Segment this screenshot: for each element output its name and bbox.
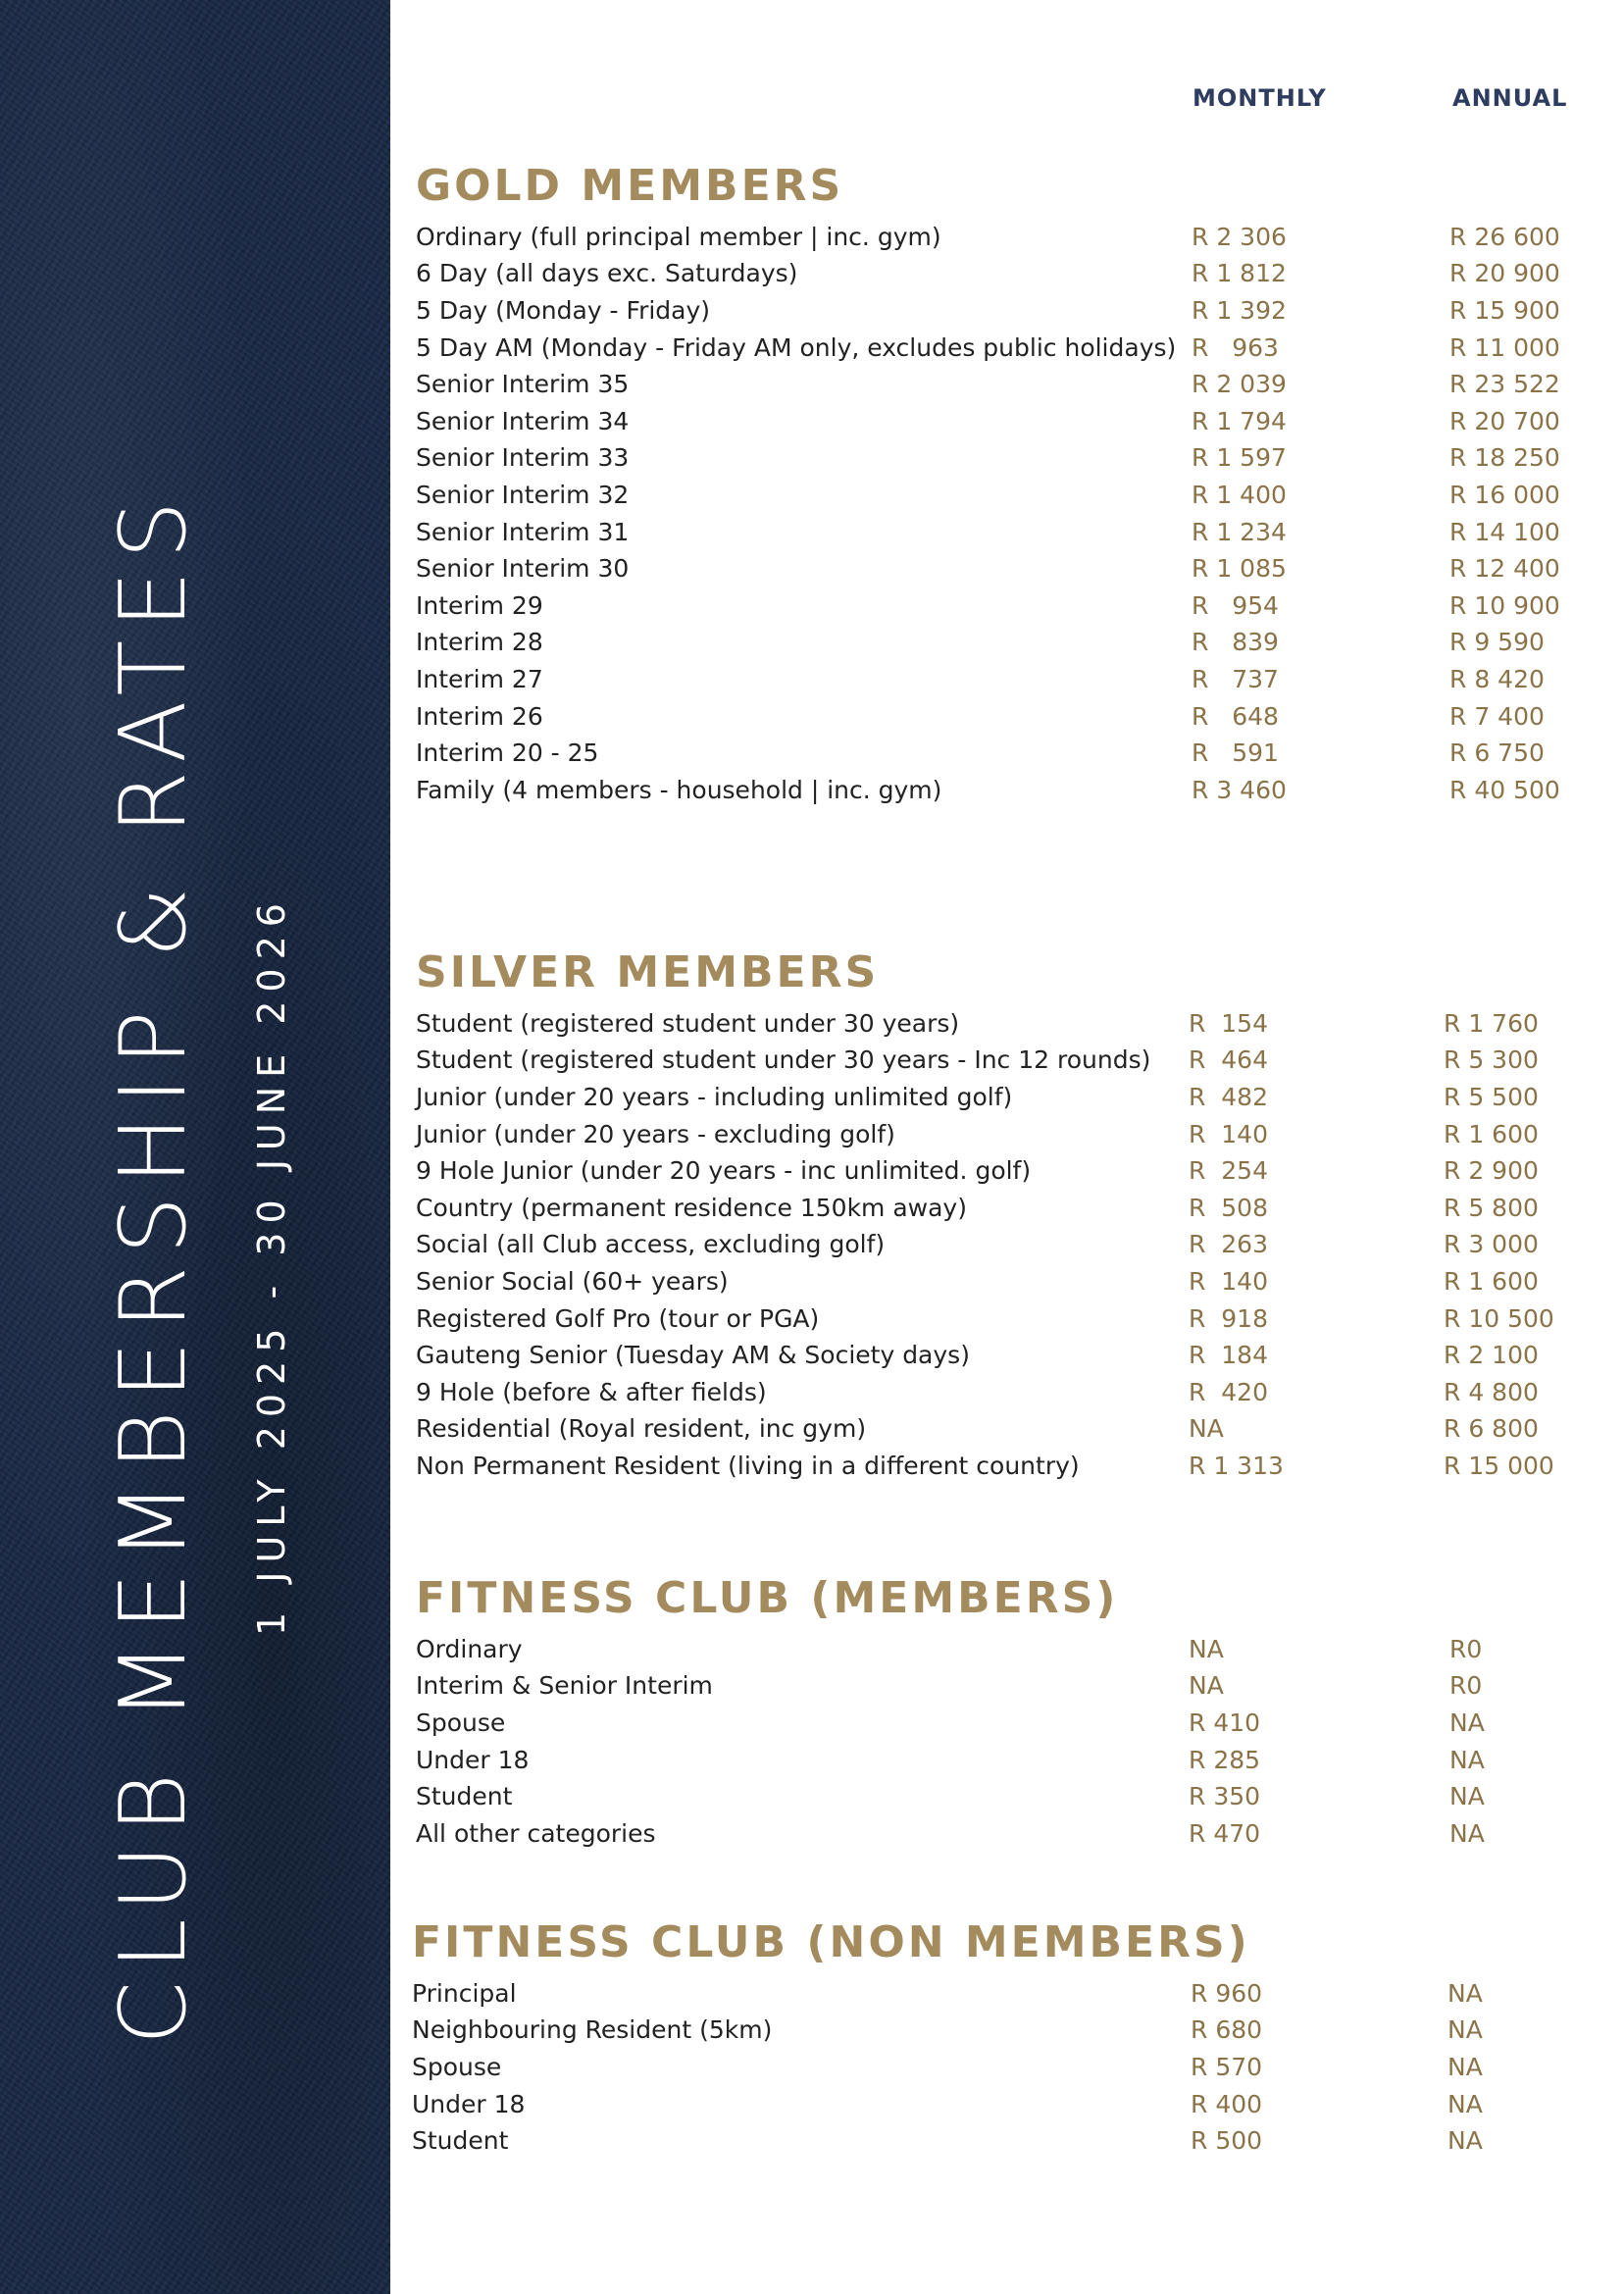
membership-category: Spouse	[412, 2052, 502, 2081]
monthly-rate: R 2 306	[1192, 222, 1287, 251]
section-title: GOLD MEMBERS	[416, 161, 844, 211]
rate-row	[412, 2122, 1569, 2160]
annual-rate: R 15 900	[1449, 295, 1560, 325]
membership-category: 5 Day AM (Monday - Friday AM only, excludes public holidays)	[416, 332, 1177, 362]
monthly-rate: R 954	[1192, 590, 1279, 620]
annual-rate: R 5 300	[1444, 1045, 1539, 1075]
membership-category: Spouse	[416, 1708, 506, 1737]
annual-rate: R 14 100	[1449, 517, 1560, 546]
annual-rate: R 10 500	[1444, 1303, 1554, 1333]
annual-rate: NA	[1449, 1708, 1485, 1737]
annual-rate: R 11 000	[1449, 332, 1560, 362]
annual-rate: R 20 700	[1449, 406, 1560, 435]
annual-rate: R 10 900	[1449, 590, 1560, 620]
annual-rate: NA	[1447, 2052, 1483, 2081]
membership-category: Interim & Senior Interim	[416, 1671, 713, 1701]
annual-rate: R 2 100	[1444, 1341, 1539, 1370]
rate-list	[416, 1005, 1573, 1485]
monthly-rate: R 737	[1192, 664, 1279, 693]
monthly-rate: R 140	[1189, 1119, 1268, 1148]
annual-rate: R 23 522	[1449, 370, 1560, 399]
membership-category: Ordinary (full principal member | inc. gym)	[416, 222, 941, 251]
annual-rate: R 15 000	[1444, 1451, 1554, 1480]
rate-row	[416, 550, 1573, 587]
monthly-rate: R 420	[1189, 1377, 1268, 1406]
membership-category: Under 18	[416, 1745, 530, 1774]
rate-row	[416, 1631, 1573, 1668]
membership-category: Registered Golf Pro (tour or PGA)	[416, 1303, 820, 1333]
rate-row	[416, 1226, 1573, 1263]
rate-row	[416, 1079, 1573, 1116]
section-title: FITNESS CLUB (NON MEMBERS)	[412, 1917, 1250, 1967]
monthly-rate: R 1 812	[1192, 259, 1287, 288]
membership-category: 9 Hole (before & after fields)	[416, 1377, 767, 1406]
monthly-rate: R 918	[1189, 1303, 1268, 1333]
annual-rate: R 20 900	[1449, 259, 1560, 288]
annual-rate: R 1 600	[1444, 1266, 1539, 1296]
rate-row	[416, 1448, 1573, 1485]
rate-row	[416, 1778, 1573, 1815]
monthly-rate: R 140	[1189, 1266, 1268, 1296]
annual-rate: R 40 500	[1449, 775, 1560, 804]
monthly-rate: R 154	[1189, 1008, 1268, 1038]
membership-category: Family (4 members - household | inc. gym)	[416, 775, 942, 804]
rate-row	[416, 1300, 1573, 1338]
membership-category: Student	[412, 2126, 509, 2156]
rate-row	[416, 477, 1573, 514]
membership-category: Senior Interim 31	[416, 517, 630, 546]
membership-category: Social (all Club access, excluding golf)	[416, 1230, 886, 1259]
membership-category: Interim 29	[416, 590, 543, 620]
membership-category: Senior Interim 35	[416, 370, 630, 399]
membership-category: Student (registered student under 30 years - Inc 12 rounds)	[416, 1045, 1151, 1075]
monthly-rate: R 570	[1191, 2052, 1263, 2081]
rate-row	[416, 587, 1573, 625]
monthly-rate: R 963	[1192, 332, 1279, 362]
membership-category: Interim 20 - 25	[416, 739, 599, 768]
annual-rate: NA	[1449, 1782, 1485, 1811]
monthly-rate: R 482	[1189, 1082, 1268, 1111]
membership-category: Interim 26	[416, 701, 543, 731]
monthly-rate: R 508	[1189, 1193, 1268, 1222]
rate-row	[416, 292, 1573, 330]
annual-rate: R 1 760	[1444, 1008, 1539, 1038]
rate-row	[412, 2049, 1569, 2086]
membership-category: Neighbouring Resident (5km)	[412, 2015, 773, 2045]
monthly-rate: R 680	[1191, 2015, 1263, 2045]
fitness-members-section	[416, 1573, 1573, 1852]
monthly-rate: R 400	[1191, 2089, 1263, 2118]
membership-category: 5 Day (Monday - Friday)	[416, 295, 711, 325]
monthly-rate: R 1 313	[1189, 1451, 1284, 1480]
monthly-rate: NA	[1189, 1634, 1224, 1663]
rate-row	[416, 735, 1573, 772]
monthly-rate: R 464	[1189, 1045, 1268, 1075]
monthly-rate: R 591	[1192, 739, 1279, 768]
membership-category: Senior Interim 34	[416, 406, 630, 435]
membership-category: 9 Hole Junior (under 20 years - inc unlimited. golf)	[416, 1156, 1032, 1186]
rate-list	[416, 219, 1573, 809]
membership-category: Senior Interim 33	[416, 443, 630, 473]
membership-category: Interim 27	[416, 664, 543, 693]
rate-list	[416, 1631, 1573, 1853]
rate-row	[416, 772, 1573, 809]
monthly-rate: R 648	[1192, 701, 1279, 731]
leather-sidebar	[0, 0, 390, 2294]
monthly-rate: R 254	[1189, 1156, 1268, 1186]
membership-category: Junior (under 20 years - including unlimited golf)	[416, 1082, 1013, 1111]
annual-rate: R 2 900	[1444, 1156, 1539, 1186]
annual-rate: R 16 000	[1449, 480, 1560, 509]
monthly-rate: R 960	[1191, 1978, 1263, 2008]
annual-rate: R 6 750	[1449, 739, 1545, 768]
rate-row	[416, 1705, 1573, 1742]
annual-rate: NA	[1449, 1745, 1485, 1774]
rate-row	[416, 366, 1573, 403]
annual-rate: NA	[1447, 2089, 1483, 2118]
rate-row	[412, 1975, 1569, 2013]
annual-column-header: ANNUAL	[1452, 84, 1568, 112]
monthly-rate: R 2 039	[1192, 370, 1287, 399]
membership-category: Non Permanent Resident (living in a different country)	[416, 1451, 1080, 1480]
rate-row	[416, 1667, 1573, 1705]
membership-category: Senior Interim 32	[416, 480, 630, 509]
monthly-rate: R 1 234	[1192, 517, 1287, 546]
membership-category: All other categories	[416, 1818, 656, 1848]
monthly-rate: R 263	[1189, 1230, 1268, 1259]
rate-row	[416, 403, 1573, 440]
rate-row	[412, 2012, 1569, 2049]
annual-rate: R 8 420	[1449, 664, 1545, 693]
monthly-rate: R 1 597	[1192, 443, 1287, 473]
membership-category: Residential (Royal resident, inc gym)	[416, 1414, 867, 1444]
monthly-rate: R 3 460	[1192, 775, 1287, 804]
rate-row	[412, 2086, 1569, 2123]
rate-row	[416, 1190, 1573, 1227]
membership-category: Country (permanent residence 150km away)	[416, 1193, 967, 1222]
annual-rate: R 1 600	[1444, 1119, 1539, 1148]
membership-category: Ordinary	[416, 1634, 523, 1663]
annual-rate: R 5 800	[1444, 1193, 1539, 1222]
rate-row	[416, 1116, 1573, 1153]
section-title: SILVER MEMBERS	[416, 947, 880, 997]
membership-category: Junior (under 20 years - excluding golf)	[416, 1119, 895, 1148]
rate-row	[416, 255, 1573, 292]
annual-rate: NA	[1447, 2126, 1483, 2156]
annual-rate: R 18 250	[1449, 443, 1560, 473]
rate-row	[416, 219, 1573, 256]
annual-rate: R 6 800	[1444, 1414, 1539, 1444]
annual-rate: R 9 590	[1449, 628, 1545, 657]
annual-rate: R 3 000	[1444, 1230, 1539, 1259]
monthly-rate: R 184	[1189, 1341, 1268, 1370]
membership-category: Senior Social (60+ years)	[416, 1266, 729, 1296]
rate-row	[416, 1374, 1573, 1411]
rate-row	[416, 1742, 1573, 1779]
fitness-non-members-section	[412, 1917, 1569, 2160]
membership-category: Gauteng Senior (Tuesday AM & Society days)	[416, 1341, 970, 1370]
date-range: 1 JULY 2025 - 30 JUNE 2026	[250, 894, 293, 1636]
monthly-rate: NA	[1189, 1671, 1224, 1701]
rate-row	[416, 1337, 1573, 1374]
annual-rate: R 12 400	[1449, 554, 1560, 584]
annual-rate: R 4 800	[1444, 1377, 1539, 1406]
rate-row	[416, 514, 1573, 551]
monthly-rate: R 1 794	[1192, 406, 1287, 435]
gold-members-section	[416, 161, 1573, 808]
silver-members-section	[416, 947, 1573, 1485]
rate-row	[416, 698, 1573, 736]
rate-row	[416, 439, 1573, 477]
rate-row	[416, 1042, 1573, 1079]
monthly-rate: R 1 085	[1192, 554, 1287, 584]
membership-category: Principal	[412, 1978, 517, 2008]
annual-rate: R 7 400	[1449, 701, 1545, 731]
monthly-rate: R 500	[1191, 2126, 1263, 2156]
rate-row	[416, 661, 1573, 698]
monthly-rate: R 470	[1189, 1818, 1261, 1848]
page-title: CLUB MEMBERSHIP & RATES	[100, 488, 206, 2045]
membership-category: 6 Day (all days exc. Saturdays)	[416, 259, 798, 288]
monthly-rate: NA	[1189, 1414, 1224, 1444]
rate-row	[416, 1005, 1573, 1043]
membership-category: Interim 28	[416, 628, 543, 657]
annual-rate: R0	[1449, 1634, 1483, 1663]
monthly-rate: R 410	[1189, 1708, 1261, 1737]
membership-category: Under 18	[412, 2089, 526, 2118]
monthly-rate: R 285	[1189, 1745, 1261, 1774]
monthly-rate: R 839	[1192, 628, 1279, 657]
annual-rate: R 26 600	[1449, 222, 1560, 251]
membership-category: Student (registered student under 30 years)	[416, 1008, 960, 1038]
rate-row	[416, 624, 1573, 661]
rate-row	[416, 1410, 1573, 1448]
annual-rate: NA	[1447, 1978, 1483, 2008]
annual-rate: R0	[1449, 1671, 1483, 1701]
monthly-rate: R 1 400	[1192, 480, 1287, 509]
monthly-rate: R 350	[1189, 1782, 1261, 1811]
rate-list	[412, 1975, 1569, 2160]
section-title: FITNESS CLUB (MEMBERS)	[416, 1573, 1119, 1623]
annual-rate: NA	[1447, 2015, 1483, 2045]
membership-category: Senior Interim 30	[416, 554, 630, 584]
monthly-rate: R 1 392	[1192, 295, 1287, 325]
membership-category: Student	[416, 1782, 513, 1811]
rate-row	[416, 330, 1573, 367]
annual-rate: NA	[1449, 1818, 1485, 1848]
monthly-column-header: MONTHLY	[1193, 84, 1327, 112]
rate-row	[416, 1815, 1573, 1853]
rate-row	[416, 1263, 1573, 1300]
annual-rate: R 5 500	[1444, 1082, 1539, 1111]
rate-row	[416, 1152, 1573, 1190]
